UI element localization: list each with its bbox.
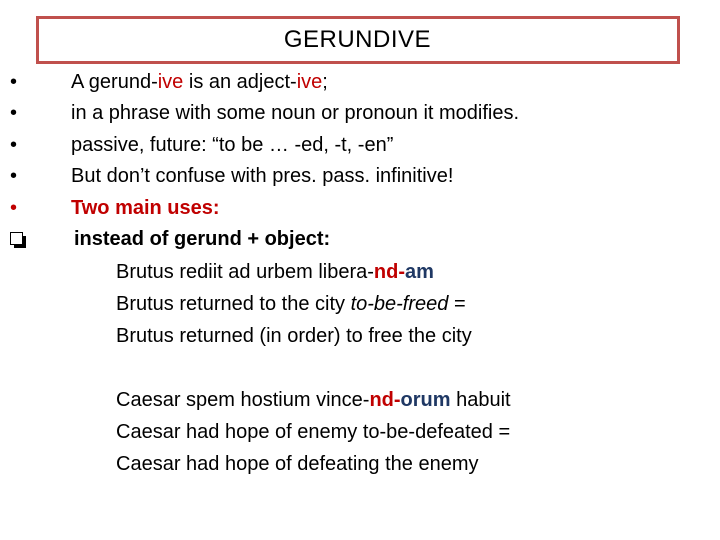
list-item-text: instead of gerund + object: xyxy=(74,227,331,250)
example-translation-2: Caesar had hope of enemy to-be-defeated = xyxy=(116,421,511,443)
list-item-text: But don’t confuse with pres. pass. infinitive! xyxy=(71,165,454,188)
bullet-dot-icon: • xyxy=(10,196,18,219)
list-item-text: Two main uses: xyxy=(71,196,220,219)
bullet-dot-icon: • xyxy=(10,133,18,156)
list-item xyxy=(8,130,710,161)
list-item-text: in a phrase with some noun or pronoun it modifies. xyxy=(71,102,520,125)
list-item xyxy=(8,67,710,98)
highlight-ending: orum xyxy=(400,389,451,411)
bullet-list xyxy=(8,67,710,255)
example-paraphrase-1: Brutus returned (in order) to free the city xyxy=(116,325,472,347)
text-segment: is an adject- xyxy=(183,71,297,93)
list-item xyxy=(8,224,710,255)
example-paraphrase-2: Caesar had hope of defeating the enemy xyxy=(116,453,479,475)
example-latin-2: Caesar spem hostium vince-nd-orum habuit xyxy=(116,389,511,411)
highlight-suffix: ive xyxy=(157,71,184,93)
highlight-ending: am xyxy=(405,261,434,283)
title-box xyxy=(36,16,680,64)
example-translation-1: Brutus returned to the city to-be-freed = xyxy=(116,293,466,315)
highlight-nd: nd xyxy=(369,389,394,411)
slide-title: GERUNDIVE xyxy=(283,26,431,53)
list-item xyxy=(8,193,710,224)
highlight-nd: nd xyxy=(373,261,399,283)
example-latin-1: Brutus rediit ad urbem libera-nd-am xyxy=(116,261,434,283)
checkbox-square-icon xyxy=(10,232,23,245)
text-segment: A gerund- xyxy=(71,71,158,93)
list-item-text: passive, future: “to be … -ed, -t, -en” xyxy=(71,133,394,156)
list-item xyxy=(8,98,710,129)
list-item xyxy=(8,161,710,192)
highlight-suffix: ive xyxy=(296,71,323,93)
bullet-dot-icon: • xyxy=(10,165,18,188)
text-segment: ; xyxy=(322,71,328,93)
bullet-dot-icon: • xyxy=(10,102,18,125)
bullet-dot-icon: • xyxy=(10,71,18,93)
